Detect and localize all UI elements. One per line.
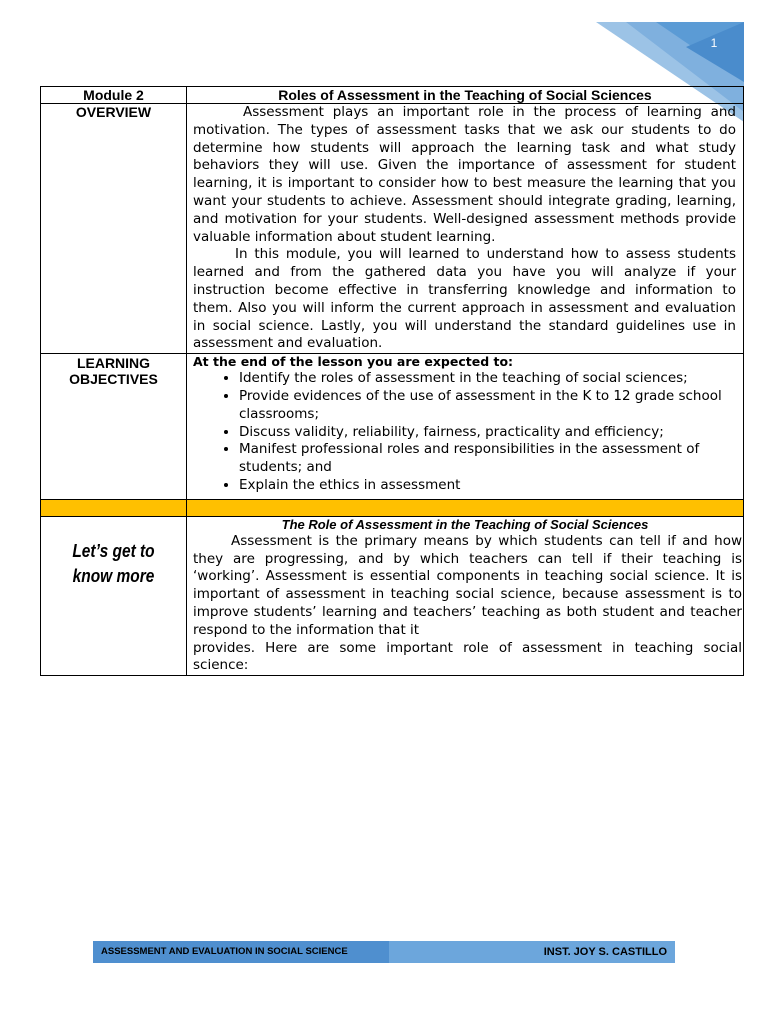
overview-paragraph: Assessment plays an important role in the process of learning and motivation. The types of assessment tasks that we ask our students to do determine how students will approach the learning task and what study behaviors they will use. Given the importance of assessment for student learning, it is important to consider how to best measure the learning that you want your students to achieve. Assessment should integrate grading, learning, and motivation for your students. Well-designed assessment methods provide valuable information about student learning. [193, 104, 736, 245]
know-more-label-line: know more [72, 565, 155, 586]
objective-item: • Manifest professional roles and responsibilities in the assessment of students; and [239, 441, 729, 477]
footer-course: ASSESSMENT AND EVALUATION IN SOCIAL SCIENCE [93, 941, 389, 963]
overview-label: OVERVIEW [75, 104, 152, 120]
objectives-row [41, 354, 744, 500]
know-more-label-line: Let’s get to [72, 540, 155, 561]
objectives-label-line: LEARNING [76, 355, 151, 372]
module-table [40, 86, 744, 676]
objectives-intro: At the end of the lesson you are expected to: [193, 354, 514, 370]
section-divider [41, 499, 744, 516]
overview-row [41, 104, 744, 354]
overview-paragraph: In this module, you will learned to understand how to assess students learned and from the gathered data you have you will analyze if your instruction become effective in transferring knowledge and information to them. Also you will inform the current approach in assessment and evaluation in social science. Lastly, you will understand the standard guidelines use in assessment and evaluation. [193, 246, 736, 352]
page-footer [93, 941, 675, 963]
header-row [41, 87, 744, 104]
role-text [187, 533, 743, 675]
objectives-label [41, 355, 186, 387]
role-paragraph: Assessment is the primary means by which students can tell if and how they are progressing, and by which teachers can tell if their teaching is ‘working’. Assessment is essential components in teaching social science. It is important of assessment in teaching social science, because assessment is to improve students’ learning and teachers’ teaching as both student and teacher respond to the information that it [193, 532, 742, 638]
objective-item: • Explain the ethics in assessment [239, 477, 729, 495]
role-paragraph-end: provides. Here are some important role of assessment in teaching social science: [193, 639, 742, 674]
overview-text [187, 104, 743, 353]
objectives-label-line: OBJECTIVES [69, 371, 158, 388]
section-title: The Role of Assessment in the Teaching of Social Sciences [281, 516, 649, 532]
objectives-list [187, 370, 743, 495]
know-more-row [41, 516, 744, 675]
footer-instructor: INST. JOY S. CASTILLO [389, 941, 675, 963]
page-number: 1 [710, 36, 718, 50]
objective-item: • Identify the roles of assessment in the teaching of social sciences; [239, 370, 729, 388]
module-label: Module 2 [83, 87, 144, 103]
objective-item: • Discuss validity, reliability, fairness, practicality and efficiency; [239, 424, 729, 442]
know-more-label [51, 517, 176, 589]
module-title: Roles of Assessment in the Teaching of Social Sciences [278, 87, 652, 103]
objective-item: • Provide evidences of the use of assessment in the K to 12 grade school classrooms; [239, 388, 729, 424]
